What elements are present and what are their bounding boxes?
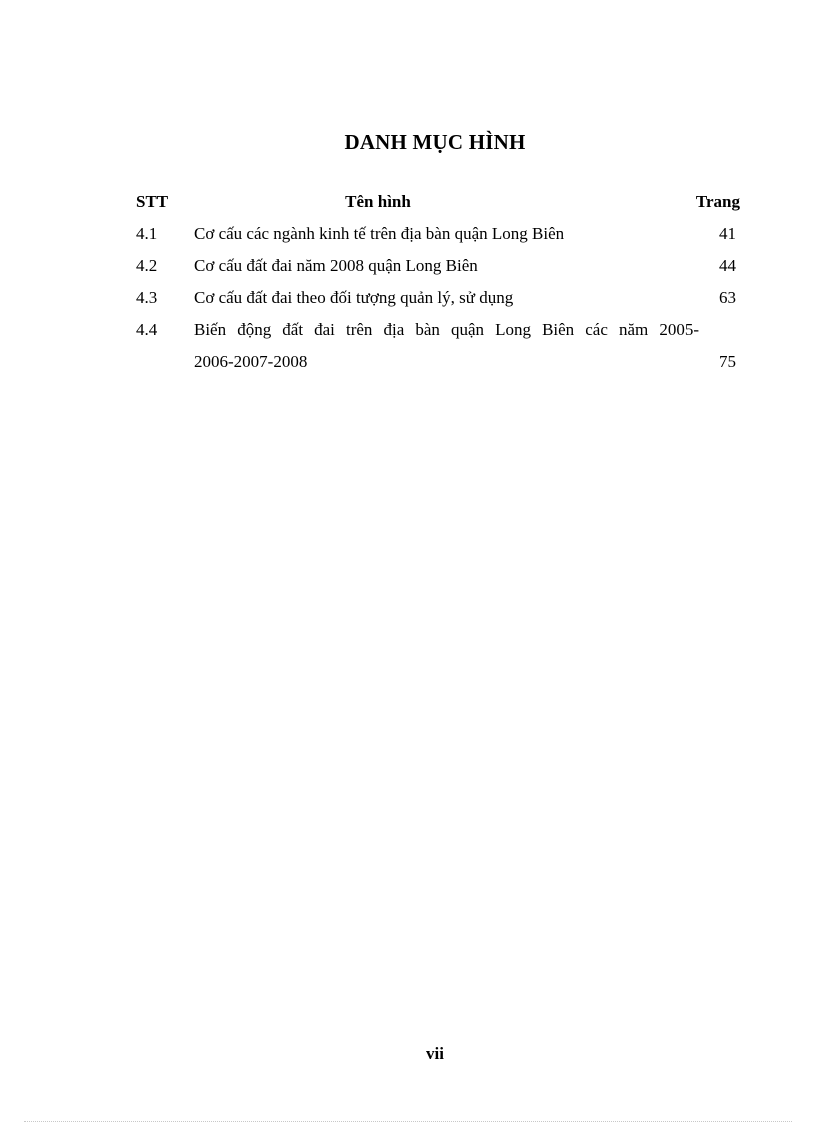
figure-entry-continued [136,347,740,377]
header-stt: STT [136,192,169,211]
figure-page: 44 [719,256,736,275]
figure-title: Cơ cấu đất đai theo đối tượng quản lý, sử dụng [194,288,514,307]
header-figure-name: Tên hình [345,192,411,211]
figure-page: 63 [719,288,736,307]
figure-entry [136,315,740,345]
figure-page: 41 [719,224,736,243]
figure-entry [136,219,740,249]
page-number: vii [426,1044,444,1063]
header-page: Trang [695,192,740,211]
figure-number: 4.3 [136,288,158,307]
page-title: DANH MỤC HÌNH [344,130,526,154]
figure-title: Cơ cấu các ngành kinh tế trên địa bàn quận Long Biên [194,224,565,243]
figure-number: 4.2 [136,256,158,275]
figure-title: Cơ cấu đất đai năm 2008 quận Long Biên [194,256,478,275]
figure-page: 75 [719,352,736,371]
figure-entry [136,251,740,281]
figure-entry [136,283,740,313]
figure-title-line1: Biến động đất đai trên địa bàn quận Long Biên các năm 2005- [194,320,699,339]
figure-number: 4.1 [136,224,158,243]
table-header [136,187,740,217]
figure-title-line2: 2006-2007-2008 [194,352,308,371]
figure-number: 4.4 [136,320,158,339]
page-bottom-divider [24,1121,792,1122]
